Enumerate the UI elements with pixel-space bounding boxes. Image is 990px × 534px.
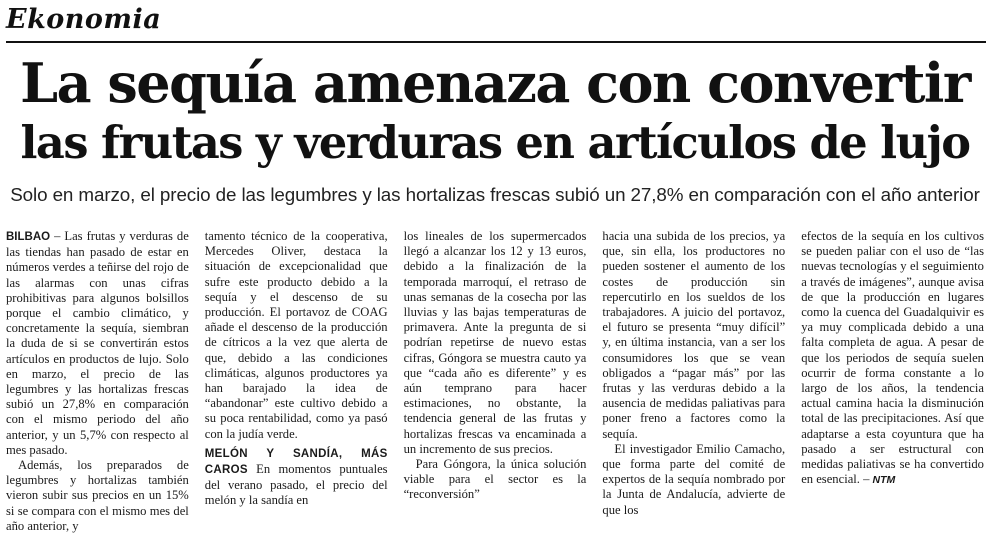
paragraph	[205, 446, 388, 509]
subheadline: Solo en marzo, el precio de las legumbres y las hortalizas frescas subió un 27,8% en comparación con el año anterior	[10, 184, 980, 205]
article-column-1	[6, 229, 189, 533]
section-label: Ekonomia	[6, 4, 162, 35]
article-column-3	[403, 229, 587, 502]
author-signature: NTM	[872, 474, 896, 487]
paragraph-text: efectos de la sequía en los cultivos se pueden paliar con el uso de “las nuevas tecnologías y el seguimiento a través de imágenes”, aunque avisa de que la producción en lugares como la cuenca del Guadalquivir es ya muy complicada debido a una falta completa de agua. A pesar de que los periodos de sequía suelen ocurrir de forma constante a lo largo de los años, la tendencia actual camina hacia la disminución total de las precipitaciones. Así que adaptarse a esta coyuntura que ha pasado a ser estructural con medidas paliativas se ha convertido en esencial.	[801, 229, 984, 487]
paragraph-text: – Las frutas y verduras de las tiendas han pasado de estar en números verdes a teñirse del rojo de las alarmas con unas cifras prohibitivas para algunos bolsillos porque el cambio climático, y concretamente la sequía, siembran la duda de si se convertirán estos artículos en productos de lujo. Solo en marzo, el precio de las legumbres y las hortalizas frescas subió un 27,8% en comparación con el mismo periodo del año anterior, y un 5,7% con respecto al mes pasado.	[6, 229, 189, 457]
headline-line-2: las frutas y verduras en artículos de lujo	[20, 116, 970, 169]
paragraph: tamento técnico de la cooperativa, Mercedes Oliver, destaca la situación de excepcionalidad que sufre este producto debido a la sequía y el descenso de su producción. El portavoz de COAG añade el descenso de la producción de cítricos a la vez que alerta de que, debido a las condiciones climáticas, algunos productores ya han barajado la idea de “abandonar” este cultivo debido a su poca rentabilidad, como ya pasó con la judía verde.	[204, 229, 388, 441]
article-column-2	[204, 229, 388, 508]
paragraph: El investigador Emilio Camacho, que forma parte del comité de expertos de la sequía nombrado por la Junta de Andalucía, advierte de que los	[602, 441, 786, 517]
section-divider	[6, 41, 986, 43]
paragraph: hacia una subida de los precios, ya que, sin ella, los productores no pueden sostener el aumento de los costes de producción sin repercutirlo en los sueldos de los trabajadores. A juicio del portavoz, el futuro se presenta “muy difícil” y, en última instancia, van a ser los consumidores los que se vean obligados a “pagar más” por las frutas y las verduras debido a la ausencia de medidas paliativas para poner freno a factores como la sequía.	[602, 229, 786, 441]
paragraph-text: En momentos puntuales del verano pasado, el precio del melón y la sandía en	[204, 462, 388, 508]
headline-line-1: La sequía amenaza con convertir	[20, 51, 970, 115]
article-column-5	[801, 229, 984, 487]
paragraph: Para Góngora, la única solución viable para el sector es la “reconversión”	[403, 457, 587, 502]
paragraph: Además, los preparados de legumbres y hortalizas también vieron subir sus precios en un 15% si se compara con el mismo mes del año anterior, y	[6, 458, 189, 533]
article-column-4	[602, 229, 786, 517]
paragraph: efectos de la sequía en los cultivos se pueden paliar con el uso de “las nuevas tecnologías y el seguimiento a través de imágenes”, aunque avisa de que la producción en lugares como la cuenca del Guadalquivir es ya muy complicada debido a una falta completa de agua. A pesar de que los periodos de sequía suelen ocurrir de forma constante a lo largo de los años, la tendencia actual camina hacia la disminución total de las precipitaciones. Así que adaptarse a esta coyuntura que ha pasado a ser estructural con medidas paliativas se ha convertido en esencial. – NTM	[801, 229, 984, 487]
headline	[0, 53, 990, 173]
paragraph	[6, 229, 189, 458]
article-body	[6, 229, 984, 533]
dateline: BILBAO	[6, 231, 51, 243]
paragraph: los lineales de los supermercados llegó a alcanzar los 12 y 13 euros, debido a la finalización de la temporada marroquí, el retraso de unas semanas de la cosecha por las lluvias y las bajas temperaturas de primavera. Ante la pregunta de si podrían repetirse de nuevo estas cifras, Góngora se muestra cauto ya que “cada año es diferente” y es aún temprano para hacer estimaciones, no obstante, la tendencia general de las frutas y hortalizas frescas va encaminada a un incremento de sus precios.	[403, 229, 587, 456]
section-subheading: MELÓN Y SANDÍA, MÁS CAROS	[204, 447, 388, 477]
